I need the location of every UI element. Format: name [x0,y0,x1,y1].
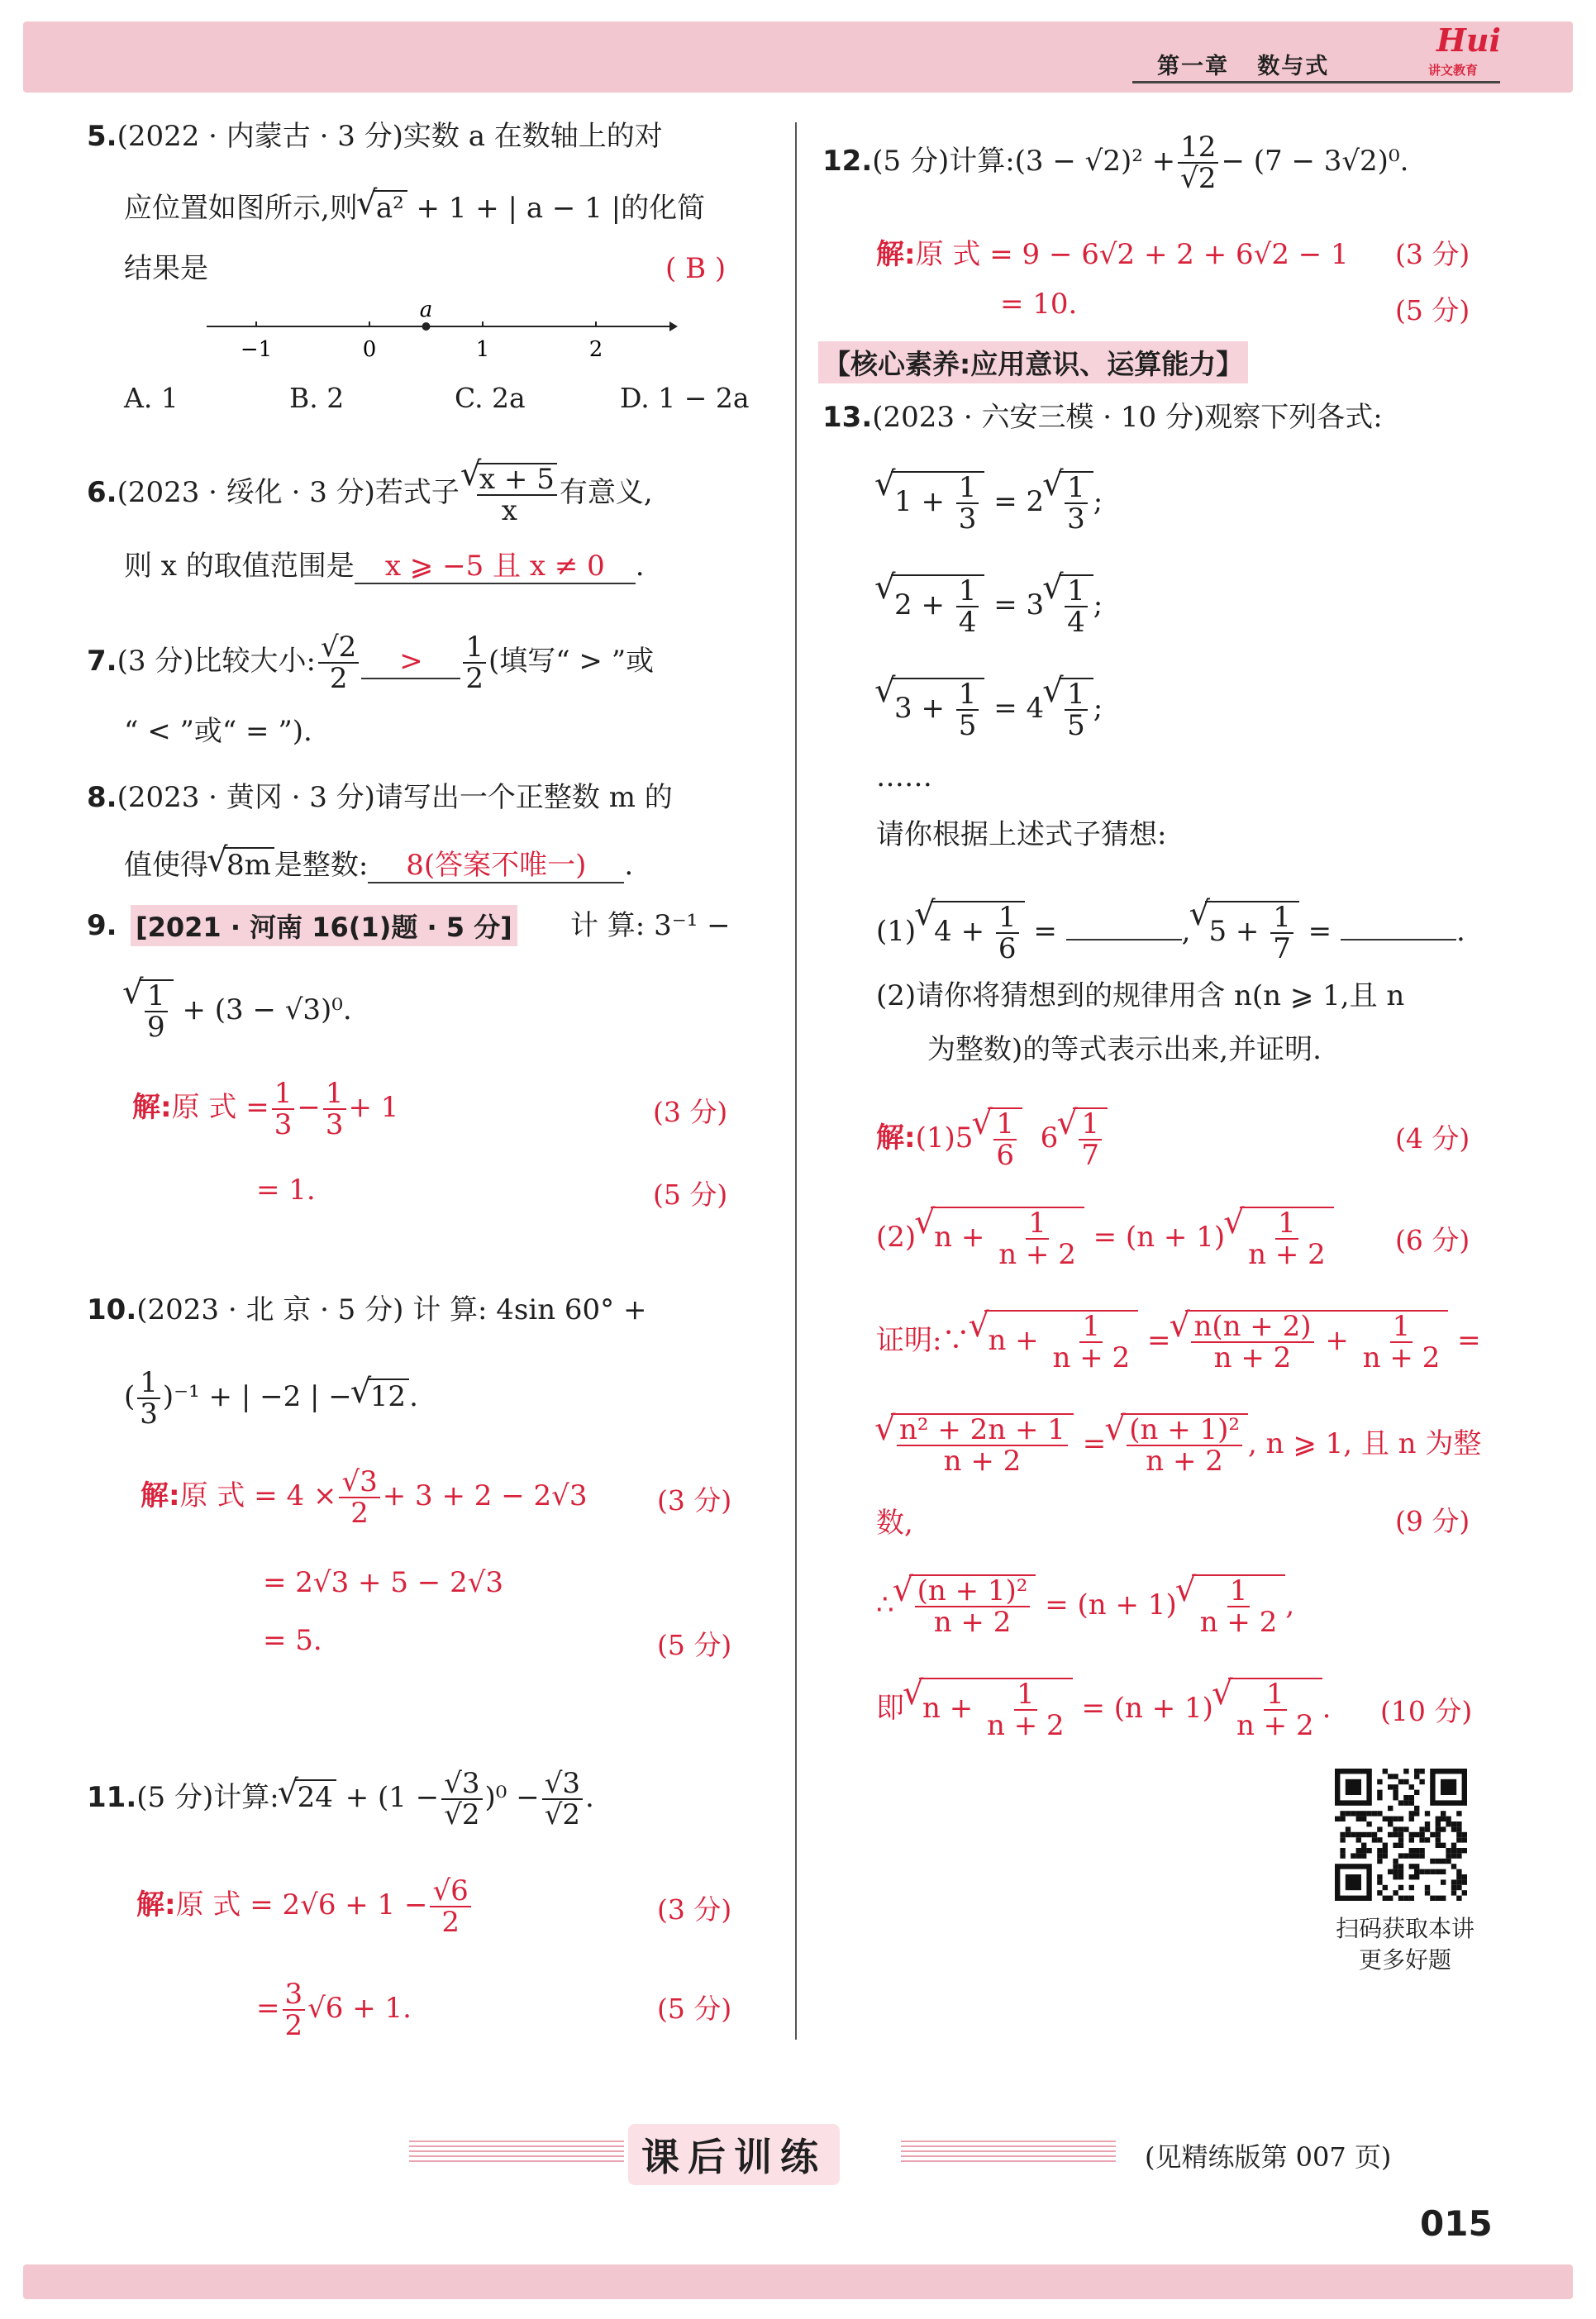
q13-proof-line4: ∴ √ $\frac{\text{(n + 1)²}}{n + 2}$ = (n + 1) √ $\frac{1}{n + 2}$ , [876,1574,1294,1637]
q7-answer: > [361,645,460,679]
q5-option-a: A. 1 [124,382,179,414]
q13-ellipsis: …… [876,760,932,793]
q10-line2: ( $\frac{1}{3}$ )⁻¹ + | −2 | −√ 12 . [124,1368,418,1429]
q9-score2: (5 分) [653,1179,728,1211]
number-line-tick-label: 2 [588,337,603,362]
logo-text: 讲文教育 [1428,63,1479,78]
qr-code-icon[interactable] [1335,1769,1467,1901]
q9-line1: 9. [87,909,117,942]
footer-deco-left [409,2140,624,2164]
q13-part1: (1)√ 4 + $\frac{1}{6}$ = ,√ 5 + $\frac{1}{7}$ = . [876,901,1465,964]
q9-solution-line1: 解:原 式 = $\frac{1}{3}$ − $\frac{1}{3}$ + 1 [132,1077,399,1141]
number-line-tick-label: 1 [475,337,490,362]
q13-solution-part2: (2)√ n + $\frac{1}{n + 2}$ = (n + 1) √ $\frac{1}{n + 2}$ [876,1207,1334,1269]
q5-answer: ( B ) [665,252,727,285]
q13-proof-line1: 证明:∵√ n + $\frac{1}{n + 2}$ = √ $\frac{n(n + 2)}{n + 2}$ + $\frac{1}{n + 2}$ = [876,1310,1481,1373]
q13-guess: 请你根据上述式子猜想: [876,818,1167,851]
q10-score1: (3 分) [657,1484,732,1517]
point-a-label: a [419,298,433,322]
q10-solution-line3: = 5. [263,1624,322,1657]
q12-solution-line1: 解:原 式 = 9 − 6√2 + 2 + 6√2 − 1 [876,238,1349,271]
q11-line1: 11.(5 分)计算:√ 24 + (1 − $\frac{√3}{√2}$ )⁰ − $\frac{√3}{√2}$ . [87,1769,594,1830]
q11-score1: (3 分) [657,1893,732,1926]
q7-line2: “ < ”或“ = ”). [124,715,312,748]
bottom-band [23,2264,1573,2299]
q12-solution-line2: = 10. [1000,288,1078,321]
q13-eq1: √ 1 + $\frac{1}{3}$ = 2 √ $\frac{1}{3}$ ; [876,471,1103,534]
q13-score4: (10 分) [1380,1695,1473,1727]
footer-deco-right [901,2140,1116,2164]
q10-line1: 10.(2023 · 北 京 · 5 分) 计 算: 4sin 60° + [87,1293,647,1326]
q6-line2: 则 x 的取值范围是 x ⩾ −5 且 x ≠ 0 . [124,550,645,583]
q13-proof-line3: 数, [876,1507,913,1540]
q13-part2-line1: (2)请你将猜想到的规律用含 n(n ⩾ 1,且 n [876,979,1405,1012]
q13-solution-part1: 解:(1)5 √ $\frac{1}{6}$ 6 √ $\frac{1}{7}$ [876,1107,1108,1170]
q13-eq2: √ 2 + $\frac{1}{4}$ = 3 √ $\frac{1}{4}$ ; [876,574,1103,637]
q13-score2: (6 分) [1395,1224,1470,1256]
q13-proof-line5: 即√ n + $\frac{1}{n + 2}$ = (n + 1) √ $\frac{1}{n + 2}$ . [876,1678,1331,1740]
q8-line1: 8.(2023 · 黄冈 · 3 分)请写出一个正整数 m 的 [87,781,673,814]
q5-line2: 应位置如图所示,则√ a² + 1 + | a − 1 |的化简 [124,190,705,225]
q5-line1: 5.(2022 · 内蒙古 · 3 分)实数 a 在数轴上的对 [87,120,663,153]
q13-line1: 13.(2023 · 六安三模 · 10 分)观察下列各式: [822,401,1383,434]
page-number: 015 [1420,2203,1493,2244]
column-divider [795,122,797,2040]
number-line-ticks [241,321,603,362]
section-label: 数与式 [1257,54,1330,79]
q8-answer: 8(答案不唯一) [368,849,624,883]
q10-solution-line2: = 2√3 + 5 − 2√3 [263,1566,503,1599]
q5-line3: 结果是 [124,252,208,285]
q13-proof-line2: √ $\frac{\text{n² + 2n + 1}}{n + 2}$ = √ $\frac{\text{(n + 1)²}}{n + 2}$ , n ⩾ 1, 且 n 为整 [876,1413,1481,1476]
q11-solution-line1: 解:原 式 = 2√6 + 1 − $\frac{√6}{2}$ [136,1876,474,1937]
q13-part2-line2: 为整数)的等式表示出来,并证明. [927,1033,1322,1066]
logo-mark: Hui [1436,21,1501,59]
q11-score2: (5 分) [657,1993,732,2025]
q5-option-c: C. 2a [455,382,526,414]
core-competency-tag: 【核心素养:应用意识、运算能力】 [818,341,1248,383]
q5-option-d: D. 1 − 2a [620,382,750,414]
q13-blank-2 [1341,939,1456,940]
footer-reference-note: (见精练版第 007 页) [1145,2141,1392,2173]
publisher-logo [1422,21,1513,86]
q9-source-tag: [2021 · 河南 16(1)题 · 5 分] [131,905,517,946]
number-line-tick-label: −1 [240,337,273,362]
point-a [422,322,431,331]
q6-answer: x ⩾ −5 且 x ≠ 0 [355,550,636,584]
chapter-label: 第一章 [1157,54,1229,79]
page-header [1132,21,1529,81]
q9-line1-tail: 计 算: 3⁻¹ − [570,909,731,942]
after-class-training-title: 课后训练 [628,2124,840,2185]
q6-line1: 6.(2023 · 绥化 · 3 分)若式子 √ $\frac{x + 5}{x}$ 有意义, [87,463,653,526]
q13-score1: (4 分) [1395,1122,1470,1155]
number-line-tick-label: 0 [362,337,377,362]
q13-eq3: √ 3 + $\frac{1}{5}$ = 4 √ $\frac{1}{5}$ ; [876,678,1103,740]
q9-solution-line2: = 1. [256,1174,316,1207]
q12-score2: (5 分) [1395,294,1470,326]
q9-line2: √ $\frac{1}{9}$ + (3 − √3)⁰. [124,979,352,1042]
q10-solution-line1: 解:原 式 = 4 × $\frac{√3}{2}$ + 3 + 2 − 2√3 [141,1465,588,1530]
q13-blank-1 [1066,939,1182,940]
q10-score3: (5 分) [657,1629,732,1661]
q13-score3: (9 分) [1395,1505,1470,1537]
q11-solution-line2: = $\frac{3}{2}$ √6 + 1. [256,1978,412,2042]
q7-line1: 7.(3 分)比较大小: $\frac{√2}{2}$ > $\frac{1}{2}$ (填写“ > ”或 [87,631,655,695]
q12-line1: 12.(5 分)计算:(3 − √2)² + $\frac{12}{√2}$ − (7 − 3√2)⁰. [822,131,1409,195]
q5-option-b: B. 2 [289,382,345,414]
qr-caption: 扫码获取本讲 更多好题 [1335,1915,1475,1974]
q9-score1: (3 分) [653,1096,728,1128]
number-line-arrow [669,321,678,331]
q5-radical: √ a² [373,190,407,225]
number-line [207,293,678,368]
q8-line2: 值使得√ 8m 是整数: 8(答案不唯一) . [124,847,633,883]
q12-score1: (3 分) [1395,238,1470,270]
